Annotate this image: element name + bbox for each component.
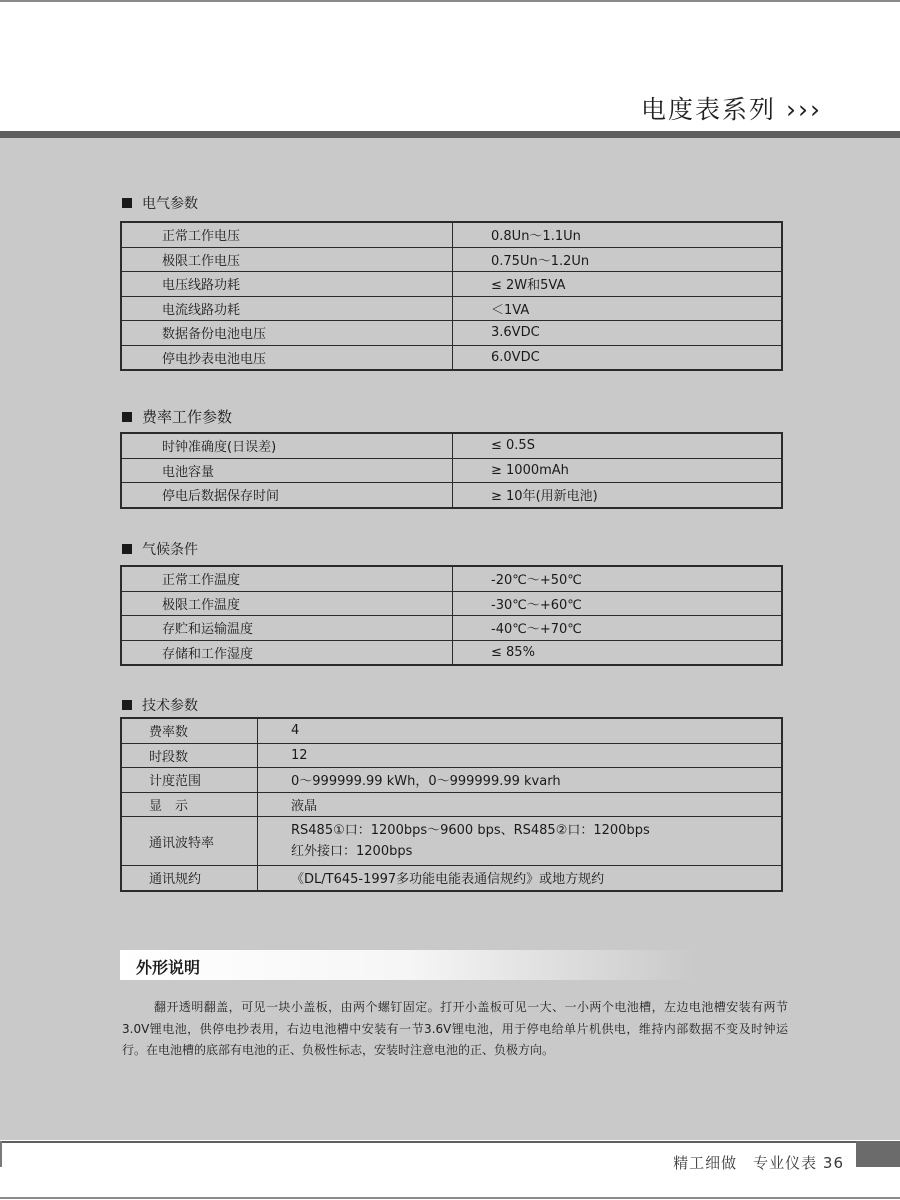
appearance-description: 翻开透明翻盖，可见一块小盖板，由两个螺钉固定。打开小盖板可见一大、一小两个电池槽，左边电池槽安装有两节3.0V锂电池，供停电抄表用，右边电池槽中安装有一节3.6V锂电池，用于停电给单片机供电，维持内部数据不变及时钟运行。在电池槽的底部有电池的正、负极性标志，安装时注意电池的正、负极方向。 bbox=[122, 1000, 788, 1057]
row-value: 4 bbox=[258, 718, 783, 743]
row-value: 6.0VDC bbox=[453, 345, 783, 370]
row-label: 数据备份电池电压 bbox=[121, 321, 453, 346]
row-label: 时段数 bbox=[121, 743, 258, 768]
table-row bbox=[121, 718, 782, 743]
footer-slogan-page-number: 精工细做 专业仪表 36 bbox=[673, 1154, 844, 1172]
square-bullet-icon bbox=[122, 544, 132, 554]
table-row bbox=[121, 345, 782, 370]
row-label: 显 示 bbox=[121, 792, 258, 817]
row-label: 通讯规约 bbox=[121, 866, 258, 891]
row-value: ≤ 85% bbox=[453, 640, 783, 665]
value-line: 红外接口：1200bps bbox=[291, 844, 413, 859]
section-heading-electrical bbox=[122, 193, 198, 213]
row-value: 0.75Un～1.2Un bbox=[453, 247, 783, 272]
section-title: 气候条件 bbox=[142, 542, 198, 558]
row-label: 正常工作电压 bbox=[121, 222, 453, 247]
section-heading-climate bbox=[122, 539, 198, 559]
row-label: 计度范围 bbox=[121, 768, 258, 793]
table-row bbox=[121, 433, 782, 458]
row-value: 12 bbox=[258, 743, 783, 768]
row-value: 液晶 bbox=[258, 792, 783, 817]
top-rule bbox=[0, 0, 900, 2]
row-value: 3.6VDC bbox=[453, 321, 783, 346]
table-row bbox=[121, 866, 782, 891]
table-row bbox=[121, 247, 782, 272]
table-row bbox=[121, 640, 782, 665]
row-value: ≤ 0.5S bbox=[453, 433, 783, 458]
electrical-table bbox=[120, 221, 783, 371]
row-value: ≥ 1000mAh bbox=[453, 458, 783, 483]
climate-table bbox=[120, 565, 783, 666]
row-value bbox=[258, 817, 783, 866]
table-row bbox=[121, 222, 782, 247]
row-label: 电压线路功耗 bbox=[121, 272, 453, 297]
row-label: 存储和工作湿度 bbox=[121, 640, 453, 665]
footer-block bbox=[856, 1141, 900, 1167]
row-label: 电流线路功耗 bbox=[121, 296, 453, 321]
row-label: 费率数 bbox=[121, 718, 258, 743]
section-title: 费率工作参数 bbox=[142, 408, 233, 426]
tariff-table bbox=[120, 432, 783, 509]
technical-table bbox=[120, 717, 783, 892]
row-value: -30℃～+60℃ bbox=[453, 591, 783, 616]
row-label: 极限工作温度 bbox=[121, 591, 453, 616]
row-value: 0～999999.99 kWh，0～999999.99 kvarh bbox=[258, 768, 783, 793]
row-label: 极限工作电压 bbox=[121, 247, 453, 272]
square-bullet-icon bbox=[122, 412, 132, 422]
table-row bbox=[121, 591, 782, 616]
appearance-title: 外形说明 bbox=[136, 958, 201, 977]
square-bullet-icon bbox=[122, 198, 132, 208]
section-heading-technical bbox=[122, 695, 198, 715]
row-value: ＜1VA bbox=[453, 296, 783, 321]
table-row bbox=[121, 321, 782, 346]
table-row bbox=[121, 272, 782, 297]
section-title: 技术参数 bbox=[142, 698, 198, 714]
row-label: 停电后数据保存时间 bbox=[121, 483, 453, 508]
row-label: 通讯波特率 bbox=[121, 817, 258, 866]
footer-bar bbox=[0, 1141, 900, 1143]
row-label: 正常工作温度 bbox=[121, 566, 453, 591]
section-title: 电气参数 bbox=[142, 196, 198, 212]
table-row bbox=[121, 483, 782, 508]
value-line: RS485①口：1200bps～9600 bps、RS485②口：1200bps bbox=[291, 823, 650, 838]
appearance-banner bbox=[120, 950, 695, 980]
row-value: ≤ 2W和5VA bbox=[453, 272, 783, 297]
row-value: -20℃～+50℃ bbox=[453, 566, 783, 591]
table-row bbox=[121, 458, 782, 483]
header-bar bbox=[0, 131, 900, 138]
row-label: 电池容量 bbox=[121, 458, 453, 483]
row-value: ≥ 10年(用新电池) bbox=[453, 483, 783, 508]
row-value: 0.8Un～1.1Un bbox=[453, 222, 783, 247]
row-label: 时钟准确度(日误差) bbox=[121, 433, 453, 458]
row-value: 《DL/T645-1997多功能电能表通信规约》或地方规约 bbox=[258, 866, 783, 891]
table-row bbox=[121, 792, 782, 817]
table-row bbox=[121, 768, 782, 793]
row-value: -40℃～+70℃ bbox=[453, 616, 783, 641]
table-row bbox=[121, 296, 782, 321]
section-heading-tariff bbox=[122, 406, 232, 427]
row-label: 存贮和运输温度 bbox=[121, 616, 453, 641]
row-label: 停电抄表电池电压 bbox=[121, 345, 453, 370]
footer-left-tick bbox=[0, 1141, 2, 1167]
table-row bbox=[121, 817, 782, 866]
bottom-rule bbox=[0, 1197, 900, 1199]
square-bullet-icon bbox=[122, 700, 132, 710]
table-row bbox=[121, 616, 782, 641]
page-header-title: 电度表系列 ››› bbox=[641, 95, 822, 124]
table-row bbox=[121, 743, 782, 768]
table-row bbox=[121, 566, 782, 591]
